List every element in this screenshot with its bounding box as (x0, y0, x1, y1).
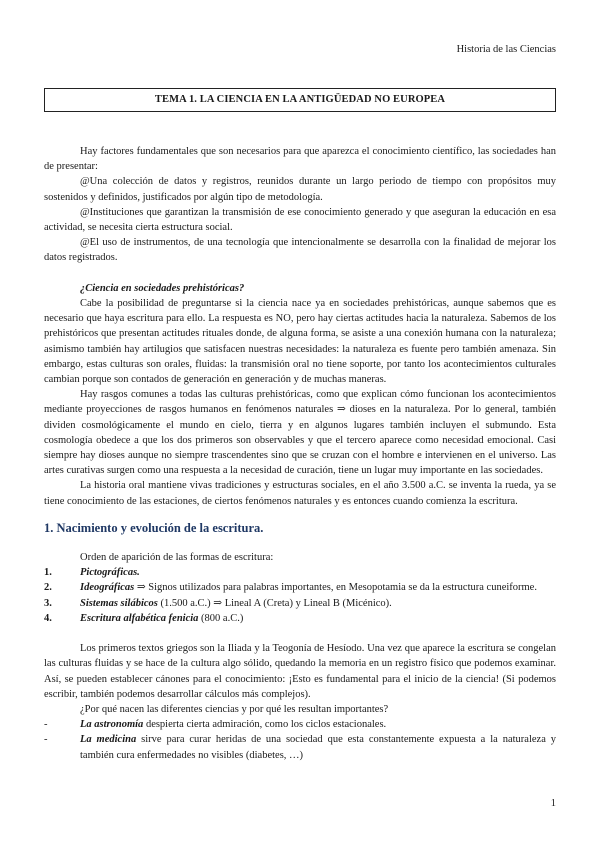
section-heading: 1. Nacimiento y evolución de la escritura. (44, 520, 264, 535)
list-item: 1. Pictográficas. (44, 567, 140, 579)
list-intro: Orden de aparición de las formas de escritura: (80, 552, 274, 564)
running-header: Historia de las Ciencias (456, 44, 556, 55)
page-title: TEMA 1. LA CIENCIA EN LA ANTIGÜEDAD NO EUROPEA (44, 88, 556, 112)
intro-bullet: @El uso de instrumentos, de una tecnología que intencionalmente se desarrolla con la finalidad de mejorar los datos registrados. (44, 237, 556, 264)
subheading-prehistoric: ¿Ciencia en sociedades prehistóricas? (80, 282, 245, 294)
question-paragraph: ¿Por qué nacen las diferentes ciencias y por qué les resultan importantes? (80, 704, 389, 716)
list-item: - La medicina sirve para curar heridas de una sociedad que esta constantemente expuesta a la naturaleza y también cura enfermedades no visibles (diabetes, …) (44, 734, 556, 761)
prehistoric-paragraph: La historia oral mantiene vivas tradiciones y estructuras sociales, en el año 3.500 a.C. se inventa la rueda, ya se tiene conocimiento de las estaciones, de ciertos fenómenos naturales y es entonces cuando comienza la escritura. (44, 480, 556, 507)
prehistoric-paragraph: Hay rasgos comunes a todas las culturas prehistóricas, como que explican cómo funcionan los acontecimientos mediante proyecciones de rasgos humanos en fenómenos naturales ⇒ dioses en la naturaleza. Por lo general, también dividen cosmológicamente el mundo en cielo, tierra y en algunos lugares también incluyen el submundo. Esta cosmología obedece a que los dos primeros son observables y que el tercero aparece como necesidad emocional. Casi siempre hay dioses aunque no siempre trascendentes sino que se cruzan con el hombre e intervienen en el universo. Las artes curativas surgen como una respuesta a la necesidad de curación, tiene un lugar muy importante en las sociedades. (44, 389, 556, 477)
document-body (44, 144, 556, 763)
list-item: 2. Ideográficas ⇒ Signos utilizados para palabras importantes, en Mesopotamia se da la estructura cuneiforme. (44, 582, 537, 594)
writing-forms-list (44, 565, 556, 626)
intro-bullet: @Una colección de datos y registros, reunidos durante un largo periodo de tiempo con propósitos muy sostenidos y definidos, justificados por algún tipo de metodología. (44, 176, 556, 203)
list-item: 4. Escritura alfabética fenicia (800 a.C.) (44, 612, 244, 624)
intro-paragraph: Hay factores fundamentales que son necesarios para que aparezca el conocimiento científico, las sociedades han de presentar: (44, 146, 556, 173)
prehistoric-paragraph: Cabe la posibilidad de preguntarse si la ciencia nace ya en sociedades prehistóricas, aunque sabemos que es necesario que haya escritura para ello. La respuesta es NO, pero hay ciertas actitudes hacia la naturaleza. Sabemos de los prehistóricos que presentan actitudes rituales donde, de alguna forma, se asiste a una conexión humana con la naturaleza; asimismo también hay artilugios que satisfacen nuestras necesidades: la naturaleza es fuente pero también amenaza. Sin embargo, estas culturas son orales, fluidas: la transmisión oral no tiene soporte, por tanto los acontecimientos culturales cambian porque son contados de generación en generación y de muchas maneras. (44, 298, 556, 386)
list-item: - La astronomía despierta cierta admiración, como los ciclos estacionales. (44, 719, 387, 731)
writing-paragraph: Los primeros textos griegos son la Iliada y la Teogonía de Hesíodo. Una vez que aparece la escritura se congelan las culturas fluidas y se hace de la cultura algo sólido, quedando la memoria en un registro físico que podemos examinar. Así, se pueden establecer cánones para el conocimiento: ¡Esto es fundamental para el inicio de la ciencia! (Si podemos escribir, también podemos desarrollar cálculos más complejos). (44, 643, 556, 700)
intro-bullet: @Instituciones que garantizan la transmisión de ese conocimiento generado y que aseguran la educación en esa actividad, se necesita cierta estructura social. (44, 206, 556, 234)
page-number: 1 (550, 798, 556, 809)
sciences-list (44, 717, 556, 763)
list-item: 3. Sistemas silábicos (1.500 a.C.) ⇒ Lineal A (Creta) y Lineal B (Micénico). (44, 597, 392, 609)
